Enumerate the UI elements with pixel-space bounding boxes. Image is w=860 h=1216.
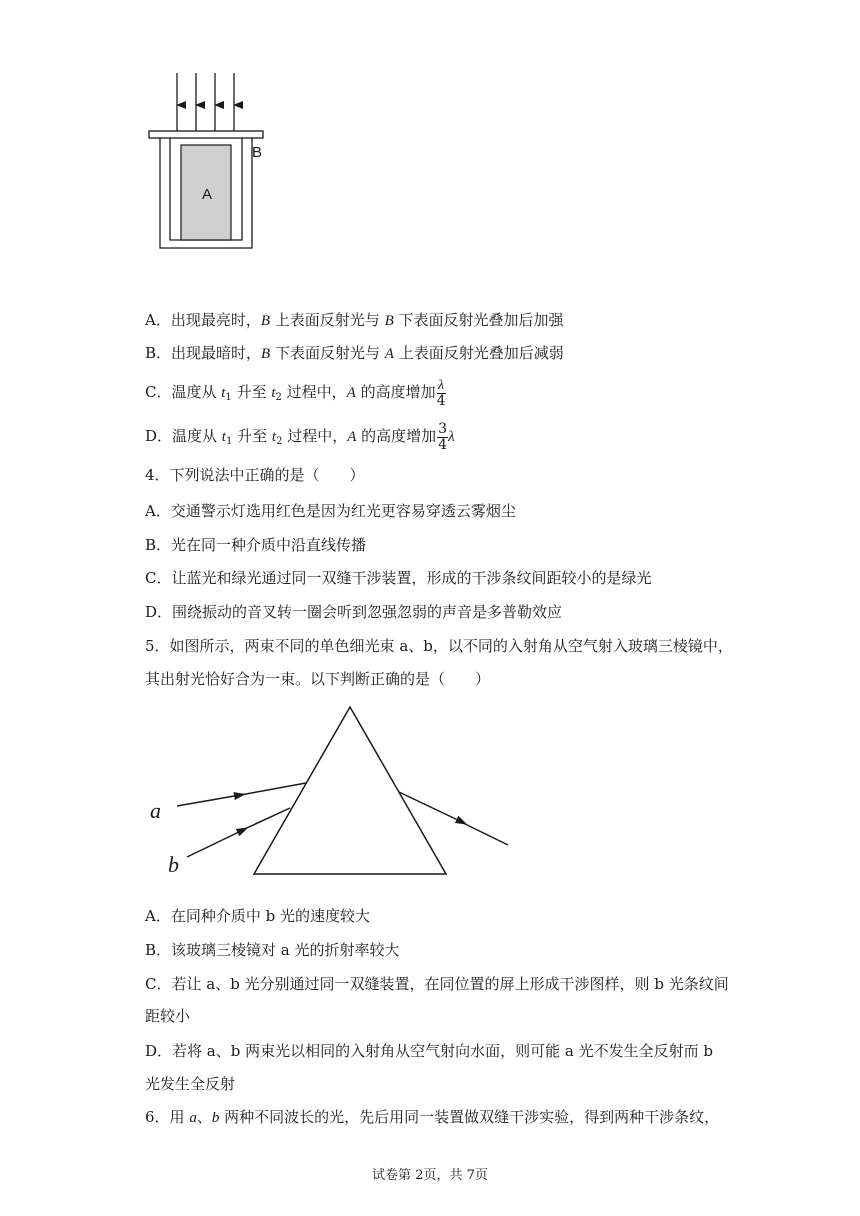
q4-stem: 4．下列说法中正确的是（ ） xyxy=(145,466,365,484)
q5-option-d-line2: 光发生全反射 xyxy=(145,1075,236,1093)
incident-light-arrows xyxy=(177,73,234,131)
light-beam-b xyxy=(187,830,243,857)
prism-diagram xyxy=(140,700,520,885)
expansion-apparatus-diagram xyxy=(140,65,280,260)
emergent-beam xyxy=(399,792,462,822)
page-footer: 试卷第 2页，共 7页 xyxy=(372,1168,488,1183)
q5-stem-line2: 其出射光恰好合为一束。以下判断正确的是（ ） xyxy=(145,670,491,688)
glass-prism xyxy=(254,707,446,874)
q3-option-a: A．出现最亮时，B 上表面反射光与 B 下表面反射光叠加后加强 xyxy=(145,311,564,329)
q4-option-c: C．让蓝光和绿光通过同一双缝干涉装置，形成的干涉条纹间距较小的是绿光 xyxy=(145,569,652,587)
q5-option-d-line1: D．若将 a、b 两束光以相同的入射角从空气射向水面，则可能 a 光不发生全反射而 b xyxy=(145,1042,713,1060)
q3-option-b: B．出现最暗时，B 下表面反射光与 A 上表面反射光叠加后减弱 xyxy=(145,344,564,362)
q5-option-a: A．在同种介质中 b 光的速度较大 xyxy=(145,907,370,925)
glass-plate-b xyxy=(149,131,263,138)
fraction-lambda-over-4: $\frac{\lambda}{4}$ xyxy=(436,377,446,409)
q4-option-a: A．交通警示灯选用红色是因为红光更容易穿透云雾烟尘 xyxy=(145,502,516,520)
q5-option-c-line2: 距较小 xyxy=(145,1007,191,1025)
q5-option-c-line1: C．若让 a、b 光分别通过同一双缝装置，在同位置的屏上形成干涉图样，则 b 光条纹间 xyxy=(145,975,729,993)
light-beam-a xyxy=(177,795,240,806)
label-beam-a: a xyxy=(150,798,161,823)
q3-option-c: C．温度从 $t_1$ 升至 $t_2$ 过程中，A 的高度增加 $\frac{\lambda}{4}$ xyxy=(145,377,446,409)
q5-option-b: B．该玻璃三棱镜对 a 光的折射率较大 xyxy=(145,941,400,959)
label-b: B xyxy=(252,144,263,161)
label-beam-b: b xyxy=(168,852,179,877)
q5-stem-line1: 5．如图所示，两束不同的单色细光束 a、b，以不同的入射角从空气射入玻璃三棱镜中， xyxy=(145,637,733,655)
fraction-3-over-4: $\frac{3}{4}$ xyxy=(438,420,448,453)
label-a: A xyxy=(202,186,213,203)
q3-option-d: D．温度从 $t_1$ 升至 $t_2$ 过程中，A 的高度增加 $\frac{3}{4}$ λ xyxy=(145,420,455,453)
q4-option-d: D．围绕振动的音叉转一圈会听到忽强忽弱的声音是多普勒效应 xyxy=(145,603,563,621)
q6-stem: 6．用 a、b 两种不同波长的光，先后用同一装置做双缝干涉实验，得到两种干涉条纹， xyxy=(145,1108,720,1126)
q4-option-b: B．光在同一种介质中沿直线传播 xyxy=(145,536,367,554)
